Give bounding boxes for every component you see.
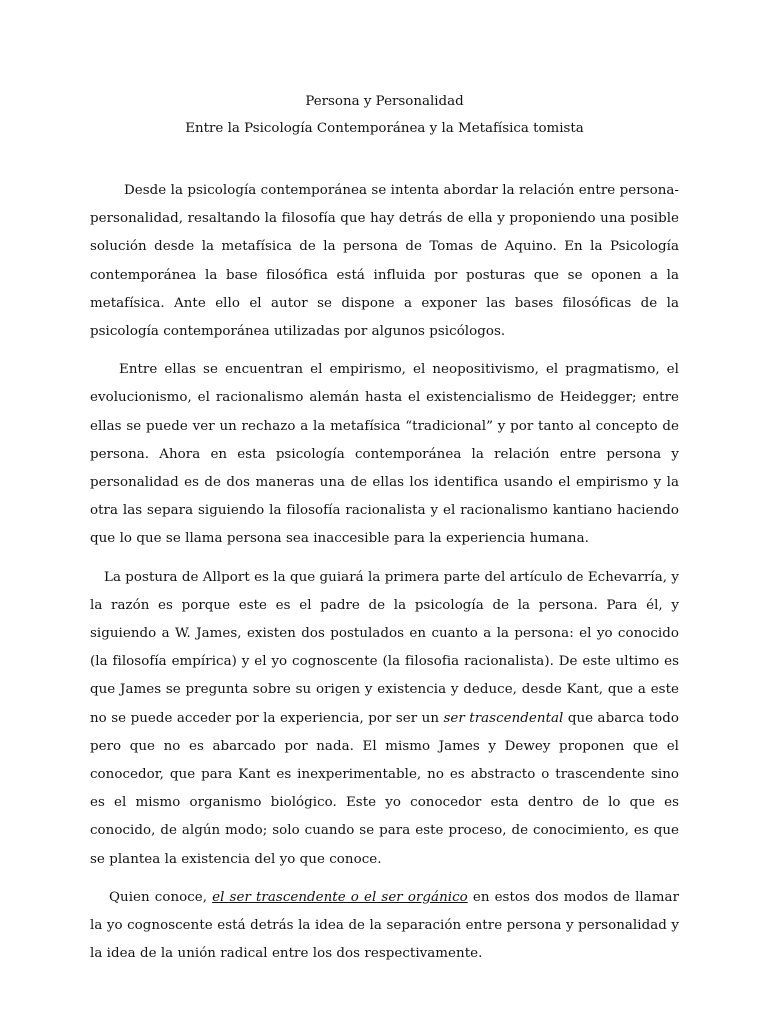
document-title: Persona y Personalidad <box>305 94 464 109</box>
paragraph-1: Desde la psicología contemporánea se intenta abordar la relación entre persona-personalidad, resaltando la filosofía que hay detrás de ella y proponiendo una posible solución desde la metafísica de la persona de Tomas de Aquino. En la Psicología contemporánea la base filosófica está influida por posturas que se oponen a la metafísica. Ante ello el autor se dispone a exponer las bases filosóficas de la psicología contemporánea utilizadas por algunos psicólogos. <box>90 183 679 340</box>
paragraph-3-text-after: que abarca todo pero que no es abarcado por nada. El mismo James y Dewey proponen que el conocedor, que para Kant es inexperimentable, no es abstracto o trascendente sino es el mismo organismo biológico. Este yo conocedor esta dentro de lo que es conocido, de algún modo; solo cuando se para este proceso, de conocimiento, es que se plantea la existencia del yo que conoce. <box>90 710 679 867</box>
paragraph-3 <box>90 564 679 874</box>
paragraph-4-text-after: en estos dos modos de llamar la yo cognoscente está detrás la idea de la separación entre persona y personalidad y la idea de la unión radical entre los dos respectivamente. <box>90 889 680 962</box>
paragraph-4 <box>90 884 679 969</box>
paragraph-3-emphasis: ser trascendental <box>443 710 564 726</box>
paragraph-2: Entre ellas se encuentran el empirismo, el neopositivismo, el pragmatismo, el evolucionismo, el racionalismo alemán hasta el existencialismo de Heidegger; entre ellas se puede ver un rechazo a la metafísica “tradicional” y por tanto al concepto de persona. Ahora en esta psicología contemporánea la relación entre persona y personalidad es de dos maneras una de ellas los identifica usando el empirismo y la otra las separa siguiendo la filosofía racionalista y el racionalismo kantiano haciendo que lo que se llama persona sea inaccesible para la experiencia humana. <box>90 362 679 547</box>
paragraph-4-text-before: Quien conoce, <box>109 889 213 905</box>
document-subtitle: Entre la Psicología Contemporánea y la Metafísica tomista <box>185 121 584 136</box>
paragraph-3-text-before: La postura de Allport es la que guiará la primera parte del artículo de Echevarría, y la razón es porque este es el padre de la psicología de la persona. Para él, y siguiendo a W. James, existen dos postulados en cuanto a la persona: el yo conocido (la filosofía empírica) y el yo cognoscente (la filosofia racionalista). De este ultimo es que James se pregunta sobre su origen y existencia y deduce, desde Kant, que a este no se puede acceder por la experiencia, por ser un <box>90 569 679 726</box>
paragraph-4-emphasis: el ser trascendente o el ser orgánico <box>212 889 468 905</box>
